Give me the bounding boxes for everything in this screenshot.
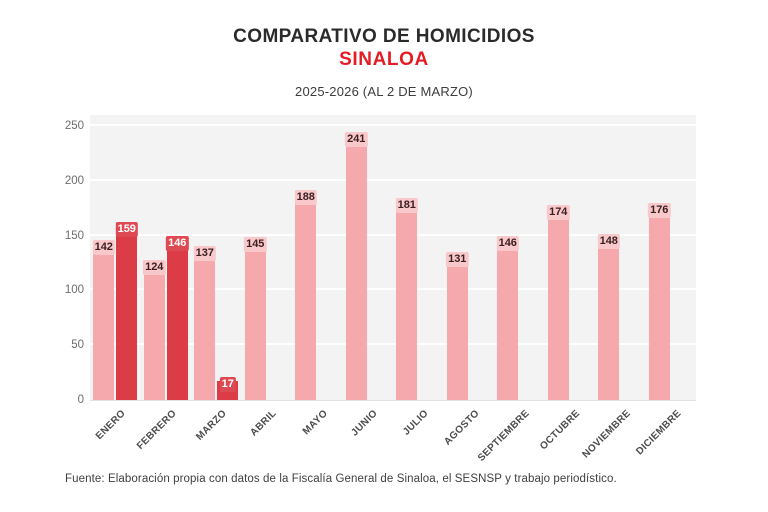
bar-value-label: 241: [347, 132, 366, 145]
y-tick-label-0: 0: [77, 394, 84, 406]
bar-group-julio: [393, 115, 444, 400]
bar-group-enero: [90, 115, 141, 400]
bar-group-noviembre: [595, 115, 646, 400]
bar-group-abril: [242, 115, 293, 400]
x-label-text: ABRIL: [248, 408, 280, 439]
y-tick-label-50: 50: [71, 339, 84, 352]
bar-2025-noviembre: [598, 234, 619, 400]
x-label-text: ENERO: [93, 408, 128, 442]
bar-value-label: 142: [94, 241, 113, 254]
bar-2025-mayo: [295, 190, 316, 400]
bar-2025-julio: [396, 198, 417, 400]
bar-value-label: 188: [296, 190, 315, 203]
x-label-text: MAYO: [300, 408, 330, 438]
bar-value-label: 146: [168, 236, 187, 249]
x-label-text: SEPTIEMBRE: [475, 408, 532, 464]
bar-value-label: 176: [650, 204, 669, 217]
bar-2025-junio: [346, 132, 367, 400]
y-tick-label-250: 250: [64, 120, 84, 132]
chart-period: 2025-2026 (AL 2 DE MARZO): [295, 84, 473, 99]
y-tick-label-150: 150: [64, 229, 84, 242]
bar-value-label: 181: [397, 198, 416, 211]
x-label-text: JULIO: [401, 408, 431, 438]
bar-group-febrero: [141, 115, 192, 400]
bar-2025-septiembre: [497, 236, 518, 400]
bar-2025-diciembre: [649, 204, 670, 400]
bar-group-octubre: [545, 115, 596, 400]
x-label-text: NOVIEMBRE: [580, 408, 633, 461]
bar-2025-octubre: [548, 206, 569, 400]
bar-2025-abril: [245, 238, 266, 400]
bar-value-label: 174: [549, 206, 568, 219]
bar-value-label: 159: [117, 222, 136, 235]
bar-group-agosto: [444, 115, 495, 400]
x-label-text: AGOSTO: [441, 408, 482, 448]
bar-value-label: 137: [195, 246, 214, 259]
bar-value-label: 124: [145, 261, 164, 274]
bar-2026-enero: [116, 222, 137, 400]
chart-subtitle-state: SINALOA: [339, 49, 429, 70]
bar-2026-febrero: [167, 236, 188, 400]
plot-area: [90, 115, 696, 401]
x-label-text: JUNIO: [349, 408, 381, 439]
bar-2025-febrero: [144, 261, 165, 400]
x-label-text: FEBRERO: [134, 408, 179, 452]
bar-group-junio: [343, 115, 394, 400]
bar-value-label: 145: [246, 238, 265, 251]
bar-2025-enero: [93, 241, 114, 400]
bar-group-mayo: [292, 115, 343, 400]
bar-2025-marzo: [194, 246, 215, 400]
bar-2026-marzo: [217, 378, 238, 400]
source-note: Fuente: Elaboración propia con datos de la Fiscalía General de Sinaloa, el SESNSP y trabajo periodístico.: [65, 473, 617, 485]
bar-2025-agosto: [447, 253, 468, 400]
chart-header: [0, 26, 768, 99]
bar-group-marzo: [191, 115, 242, 400]
bar-group-diciembre: [646, 115, 697, 400]
bar-value-label: 17: [221, 378, 234, 391]
bar-value-label: 148: [599, 234, 618, 247]
y-tick-label-200: 200: [64, 174, 84, 187]
bar-group-septiembre: [494, 115, 545, 400]
chart-title: COMPARATIVO DE HOMICIDIOS: [233, 26, 535, 47]
bar-value-label: 131: [448, 253, 467, 266]
bar-value-label: 146: [498, 236, 517, 249]
x-label-text: MARZO: [194, 408, 229, 443]
x-axis-labels: [90, 403, 696, 463]
y-tick-label-100: 100: [64, 284, 84, 297]
y-axis-ticks: [48, 115, 84, 406]
x-label-text: OCTUBRE: [538, 408, 583, 453]
x-label-text: DICIEMBRE: [633, 408, 684, 458]
